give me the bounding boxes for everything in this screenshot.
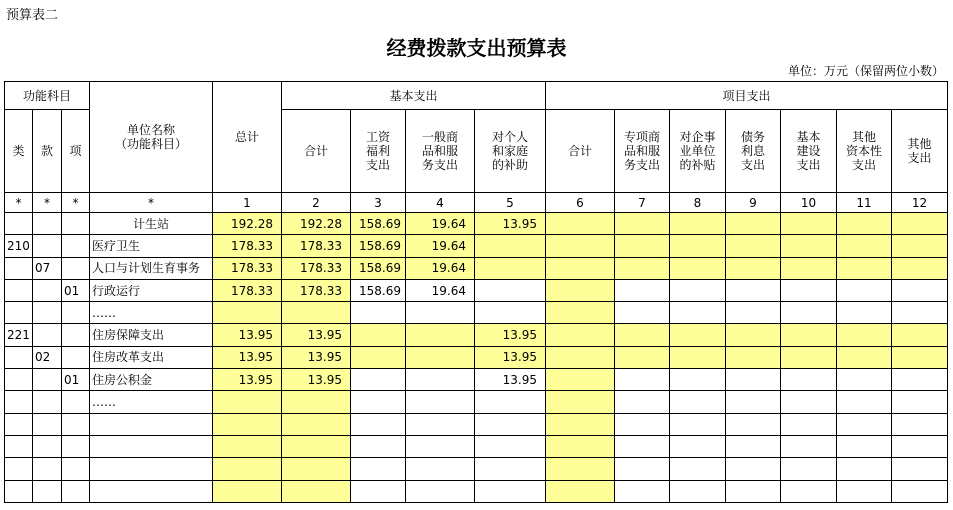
cell-project [781,458,837,480]
cell-b-wage [351,413,406,435]
cell-b-goods: 19.64 [406,257,475,279]
cell-b-wage: 158.69 [351,279,406,301]
index-cell: * [62,193,90,213]
cell-project [781,279,837,301]
page-title: 经费拨款支出预算表 [386,36,567,60]
cell-project [726,235,781,257]
cell-project [781,346,837,368]
cell-project [615,257,670,279]
cell-xiang [62,458,90,480]
header-basic-sub-1: 工资 福利 支出 [351,110,406,193]
cell-lei [5,458,33,480]
header-unit-name: 单位名称 （功能科目） [90,82,213,193]
header-project-sub-1: 专项商 品和服 务支出 [615,110,670,193]
cell-name [90,458,213,480]
header-project-sub-5: 其他 资本性 支出 [837,110,892,193]
index-cell: * [90,193,213,213]
cell-project [781,435,837,457]
cell-b-personal [475,480,546,502]
cell-project [781,369,837,391]
cell-total [213,435,282,457]
cell-project [726,279,781,301]
cell-project [781,302,837,324]
cell-xiang [62,257,90,279]
cell-name: 住房公积金 [90,369,213,391]
cell-project [837,213,892,235]
cell-project [670,391,726,413]
cell-b-wage [351,346,406,368]
header-func-subject: 功能科目 [5,82,90,110]
table-row [5,324,948,346]
cell-project [670,257,726,279]
index-cell: 1 [213,193,282,213]
cell-project [726,413,781,435]
cell-project [892,324,948,346]
table-row [5,279,948,301]
header-basic-expenditure: 基本支出 [282,82,546,110]
cell-project [781,324,837,346]
cell-project [670,302,726,324]
cell-b-sum [282,302,351,324]
cell-lei [5,413,33,435]
header-project-sub-4: 基本 建设 支出 [781,110,837,193]
cell-b-personal [475,435,546,457]
cell-xiang [62,413,90,435]
cell-project [670,435,726,457]
cell-project [892,257,948,279]
cell-name: 住房保障支出 [90,324,213,346]
cell-b-wage: 158.69 [351,235,406,257]
cell-b-goods: 19.64 [406,235,475,257]
table-row [5,213,948,235]
cell-b-personal [475,391,546,413]
cell-project [670,413,726,435]
cell-b-wage [351,302,406,324]
cell-project [837,480,892,502]
cell-project [726,391,781,413]
cell-project [615,324,670,346]
cell-b-wage [351,391,406,413]
index-cell: 8 [670,193,726,213]
cell-project [837,302,892,324]
cell-xiang [62,480,90,502]
cell-project [546,257,615,279]
cell-project [726,369,781,391]
cell-project [546,302,615,324]
cell-b-personal: 13.95 [475,324,546,346]
cell-total: 178.33 [213,257,282,279]
table-row [5,257,948,279]
cell-b-sum: 178.33 [282,235,351,257]
cell-b-wage [351,480,406,502]
index-cell: 9 [726,193,781,213]
cell-xiang [62,324,90,346]
cell-b-goods [406,413,475,435]
cell-lei [5,279,33,301]
cell-project [837,235,892,257]
header-lei: 类 [5,110,33,193]
cell-b-sum: 13.95 [282,369,351,391]
cell-project [615,235,670,257]
cell-lei [5,257,33,279]
cell-b-goods [406,435,475,457]
cell-project [726,435,781,457]
cell-kuan [33,213,62,235]
index-cell: 2 [282,193,351,213]
cell-b-goods [406,369,475,391]
header-project-sub-6: 其他 支出 [892,110,948,193]
index-cell: 11 [837,193,892,213]
index-cell: * [5,193,33,213]
cell-project [546,324,615,346]
header-kuan: 款 [33,110,62,193]
cell-total [213,413,282,435]
cell-name [90,413,213,435]
cell-name [90,480,213,502]
cell-total: 178.33 [213,279,282,301]
cell-b-goods [406,391,475,413]
cell-total: 178.33 [213,235,282,257]
cell-project [670,346,726,368]
cell-project [892,346,948,368]
cell-b-sum [282,435,351,457]
cell-project [726,257,781,279]
cell-b-sum [282,480,351,502]
table-row [5,346,948,368]
cell-project [892,413,948,435]
table-row [5,458,948,480]
cell-lei [5,391,33,413]
cell-total [213,391,282,413]
cell-kuan: 02 [33,346,62,368]
cell-xiang [62,213,90,235]
table-row [5,435,948,457]
header-project-sub-0: 合计 [546,110,615,193]
budget-table [4,81,948,503]
cell-b-wage: 158.69 [351,213,406,235]
cell-b-wage: 158.69 [351,257,406,279]
cell-project [726,346,781,368]
cell-kuan [33,279,62,301]
cell-kuan: 07 [33,257,62,279]
cell-b-goods [406,302,475,324]
cell-project [615,435,670,457]
cell-lei [5,480,33,502]
cell-name: …… [90,391,213,413]
cell-project [781,257,837,279]
cell-lei: 210 [5,235,33,257]
cell-b-personal: 13.95 [475,369,546,391]
cell-lei [5,302,33,324]
cell-project [615,458,670,480]
index-cell: 5 [475,193,546,213]
cell-project [837,391,892,413]
cell-project [670,458,726,480]
cell-project [781,235,837,257]
cell-xiang [62,391,90,413]
cell-kuan [33,480,62,502]
cell-b-sum: 13.95 [282,324,351,346]
cell-project [546,279,615,301]
cell-xiang [62,435,90,457]
header-project-sub-3: 债务 利息 支出 [726,110,781,193]
table-row [5,369,948,391]
cell-lei [5,213,33,235]
cell-name: 人口与计划生育事务 [90,257,213,279]
cell-b-goods [406,458,475,480]
cell-project [892,235,948,257]
cell-project [837,413,892,435]
cell-project [546,435,615,457]
cell-total: 13.95 [213,346,282,368]
cell-project [546,369,615,391]
cell-b-personal [475,413,546,435]
cell-project [837,435,892,457]
cell-project [726,480,781,502]
cell-b-wage [351,458,406,480]
cell-lei: 221 [5,324,33,346]
cell-project [546,235,615,257]
cell-kuan [33,413,62,435]
cell-project [837,369,892,391]
cell-xiang: 01 [62,279,90,301]
cell-project [546,458,615,480]
cell-total [213,458,282,480]
cell-name [90,435,213,457]
cell-project [726,324,781,346]
cell-project [670,235,726,257]
cell-project [892,369,948,391]
cell-b-wage [351,324,406,346]
cell-project [615,302,670,324]
cell-project [892,279,948,301]
cell-lei [5,435,33,457]
header-project-sub-2: 对企事 业单位 的补贴 [670,110,726,193]
table-row [5,391,948,413]
cell-b-personal [475,302,546,324]
cell-xiang [62,302,90,324]
table-row [5,480,948,502]
cell-b-goods: 19.64 [406,213,475,235]
cell-b-sum [282,391,351,413]
cell-project [837,257,892,279]
cell-project [781,213,837,235]
index-cell: 10 [781,193,837,213]
cell-project [781,413,837,435]
cell-b-personal [475,235,546,257]
cell-project [781,480,837,502]
cell-kuan [33,391,62,413]
cell-b-personal [475,279,546,301]
cell-kuan [33,235,62,257]
cell-total: 13.95 [213,369,282,391]
cell-project [837,346,892,368]
cell-lei [5,346,33,368]
cell-b-sum [282,413,351,435]
cell-b-sum: 192.28 [282,213,351,235]
header-basic-sub-2: 一般商 品和服 务支出 [406,110,475,193]
cell-b-personal [475,257,546,279]
cell-b-sum: 178.33 [282,257,351,279]
cell-project [615,213,670,235]
cell-xiang [62,235,90,257]
cell-project [546,391,615,413]
cell-project [546,413,615,435]
cell-project [726,458,781,480]
cell-lei [5,369,33,391]
cell-project [670,480,726,502]
header-basic-sub-3: 对个人 和家庭 的补助 [475,110,546,193]
cell-b-personal: 13.95 [475,346,546,368]
cell-project [670,369,726,391]
header-project-expenditure: 项目支出 [546,82,948,110]
cell-name: 住房改革支出 [90,346,213,368]
cell-project [546,346,615,368]
cell-project [892,391,948,413]
cell-b-sum: 13.95 [282,346,351,368]
cell-b-wage [351,435,406,457]
cell-total: 192.28 [213,213,282,235]
cell-project [615,391,670,413]
cell-total: 13.95 [213,324,282,346]
cell-project [615,369,670,391]
cell-b-goods [406,480,475,502]
cell-kuan [33,369,62,391]
cell-project [892,435,948,457]
cell-project [892,213,948,235]
index-cell: 12 [892,193,948,213]
header-xiang: 项 [62,110,90,193]
unit-note: 单位：万元（保留两位小数） [787,64,944,78]
cell-project [837,458,892,480]
index-cell: 6 [546,193,615,213]
cell-name: 医疗卫生 [90,235,213,257]
cell-b-personal [475,458,546,480]
cell-name: 行政运行 [90,279,213,301]
cell-xiang [62,346,90,368]
cell-kuan [33,324,62,346]
cell-project [615,480,670,502]
cell-project [837,279,892,301]
cell-b-goods: 19.64 [406,279,475,301]
cell-b-goods [406,324,475,346]
header-basic-sub-0: 合计 [282,110,351,193]
cell-project [615,346,670,368]
cell-project [837,324,892,346]
cell-b-sum [282,458,351,480]
cell-project [892,480,948,502]
cell-xiang: 01 [62,369,90,391]
cell-b-sum: 178.33 [282,279,351,301]
cell-project [615,413,670,435]
cell-project [670,324,726,346]
cell-project [546,213,615,235]
cell-project [670,279,726,301]
cell-b-personal: 13.95 [475,213,546,235]
cell-project [781,391,837,413]
cell-kuan [33,458,62,480]
table-row [5,302,948,324]
index-cell: * [33,193,62,213]
table-number-label: 预算表二 [6,8,59,23]
table-row [5,235,948,257]
header-total: 总计 [213,82,282,193]
index-cell: 3 [351,193,406,213]
cell-project [726,213,781,235]
cell-kuan [33,435,62,457]
cell-b-goods [406,346,475,368]
index-cell: 4 [406,193,475,213]
cell-name: …… [90,302,213,324]
cell-total [213,480,282,502]
cell-project [546,480,615,502]
cell-project [892,458,948,480]
cell-project [726,302,781,324]
cell-total [213,302,282,324]
index-cell: 7 [615,193,670,213]
table-row [5,413,948,435]
cell-b-wage [351,369,406,391]
cell-project [670,213,726,235]
cell-project [615,279,670,301]
cell-name: 计生站 [90,213,213,235]
cell-kuan [33,302,62,324]
cell-project [892,302,948,324]
